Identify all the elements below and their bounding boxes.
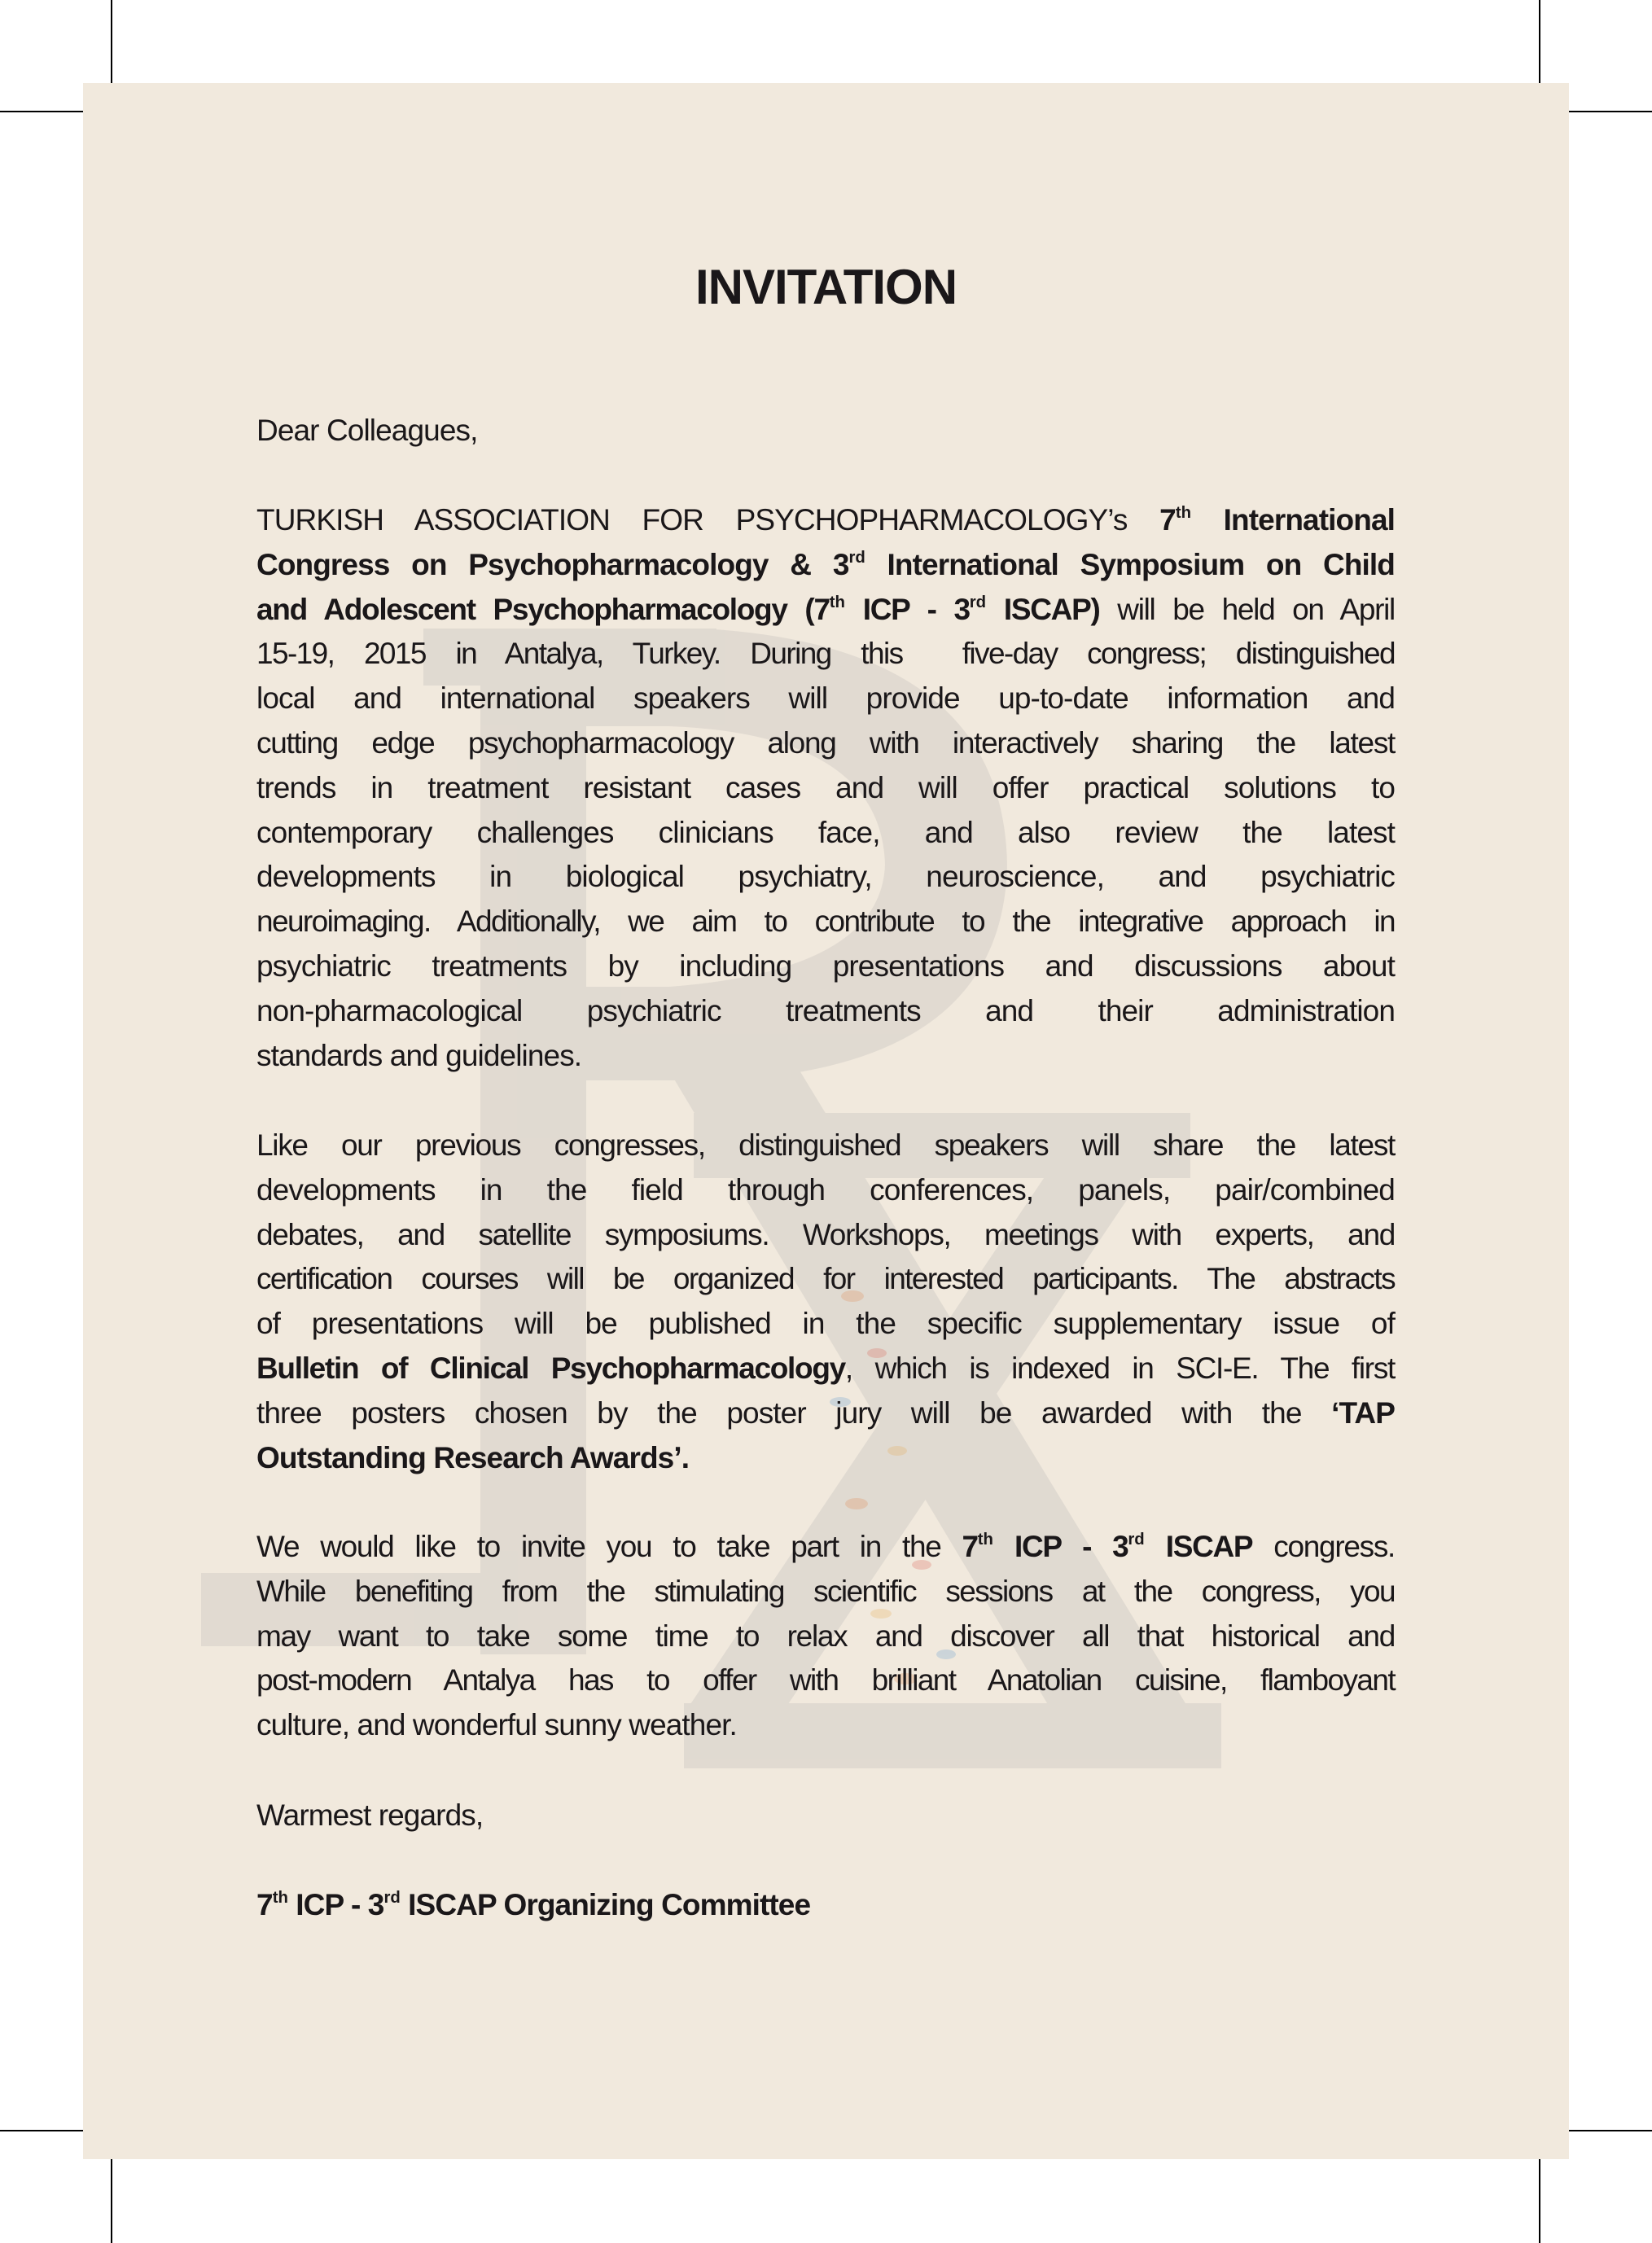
crop-mark-top-right-horizontal [1560, 111, 1652, 112]
paragraph-2-line: of presentations will be published in the specific supplementary issue of [256, 1307, 1395, 1341]
ordinal-suffix: th [1175, 503, 1192, 522]
ordinal-number: 7 [962, 1530, 978, 1563]
paragraph-3-line: post-modern Antalya has to offer with brilliant Anatolian cuisine, flamboyant [256, 1663, 1395, 1698]
text-run: We would like to invite you to take part in the [256, 1530, 962, 1563]
paragraph-1-line: psychiatric treatments by including presentations and discussions about [256, 948, 1395, 983]
text-run: International Symposium on Child [865, 547, 1395, 581]
paragraph-2-line [256, 1347, 1395, 1391]
salutation-text: Dear Colleagues, [256, 414, 478, 447]
paragraph-1-line: local and international speakers will provide up-to-date information and [256, 681, 1395, 716]
crop-mark-top-left-vertical [111, 0, 112, 91]
paragraph-2-line [256, 1436, 1395, 1481]
ordinal-suffix: rd [383, 1888, 401, 1907]
text-run: ISCAP) [986, 592, 1100, 626]
bold-text-run [1159, 503, 1395, 537]
crop-mark-bottom-left-horizontal [0, 2130, 91, 2131]
text-run: ISCAP [1144, 1530, 1253, 1563]
paragraph-1-line: neuroimaging. Additionally, we aim to contribute to the integrative approach in [256, 905, 1395, 939]
text-run: ICP - 3 [993, 1530, 1128, 1563]
text-run: will be held on April [1099, 592, 1395, 626]
paragraph-3-line: culture, and wonderful sunny weather. [256, 1708, 737, 1742]
crop-mark-top-right-vertical [1539, 0, 1540, 91]
text-run: congress. [1252, 1530, 1395, 1563]
invitation-page [83, 83, 1569, 2159]
ordinal-suffix: rd [848, 548, 865, 567]
salutation [256, 409, 1395, 453]
paragraph-2-line [256, 1391, 1395, 1436]
crop-mark-bottom-right-vertical [1539, 2152, 1540, 2243]
paragraph-2-line: certification courses will be organized for interested participants. The abstracts [256, 1262, 1395, 1296]
closing [256, 1794, 1395, 1838]
ordinal-number: 7 [256, 1888, 273, 1921]
paragraph-1-line: non-pharmacological psychiatric treatments and their administration [256, 993, 1395, 1027]
ordinal-number: 7 [1159, 503, 1176, 537]
ordinal-suffix: th [977, 1530, 993, 1549]
paragraph-2-line: developments in the field through conferences, panels, pair/combined [256, 1172, 1395, 1207]
award-name: ‘TAP [1331, 1395, 1395, 1430]
bold-text-run [256, 593, 1099, 626]
text-run: ICP - 3 [844, 592, 970, 626]
text-run: International [1191, 503, 1395, 537]
signature-text [256, 1883, 1395, 1928]
crop-mark-bottom-right-horizontal [1560, 2130, 1652, 2131]
crop-mark-bottom-left-vertical [111, 2152, 112, 2243]
paragraph-1-line: developments in biological psychiatry, neuroscience, and psychiatric [256, 860, 1395, 894]
closing-text: Warmest regards, [256, 1798, 484, 1832]
paragraph-1-line: standards and guidelines. [256, 1038, 582, 1072]
paragraph-1-line: 15-19, 2015 in Antalya, Turkey. During this five-day congress; distinguished [256, 637, 1395, 671]
paragraph-1-line: contemporary challenges clinicians face, and also review the latest [256, 815, 1395, 849]
paragraph-2 [256, 1124, 1395, 1480]
text-run: and Adolescent Psychopharmacology (7 [256, 592, 830, 626]
ordinal-suffix: rd [969, 593, 987, 611]
bold-text-run [256, 548, 1395, 581]
journal-title: Bulletin of Clinical Psychopharmacology [256, 1351, 845, 1385]
ordinal-suffix: rd [1128, 1530, 1145, 1549]
paragraph-3-line: While benefiting from the stimulating scientific sessions at the congress, you [256, 1574, 1395, 1608]
paragraph-3 [256, 1525, 1395, 1748]
text-run: TURKISH ASSOCIATION FOR PSYCHOPHARMACOLOGY’s [256, 503, 1160, 537]
signature [256, 1883, 1395, 1928]
ordinal-suffix: th [829, 593, 845, 611]
paragraph-2-line: Like our previous congresses, distinguished speakers will share the latest [256, 1128, 1395, 1162]
page-title: INVITATION [695, 260, 957, 314]
text-run: ISCAP Organizing Committee [400, 1888, 811, 1921]
paragraph-3-line: may want to take some time to relax and discover all that historical and [256, 1619, 1395, 1653]
paragraph-1-line: trends in treatment resistant cases and will offer practical solutions to [256, 770, 1395, 804]
paragraph-1 [256, 498, 1395, 1078]
text-run: , which is indexed in SCI-E. The first [844, 1351, 1395, 1385]
paragraph-1-line: cutting edge psychopharmacology along with interactively sharing the latest [256, 725, 1395, 760]
award-name: Outstanding Research Awards’. [256, 1440, 690, 1474]
watermark-pill [845, 1498, 868, 1509]
paragraph-1-line [256, 543, 1395, 588]
paragraph-1-line [256, 588, 1395, 633]
paragraph-2-line: debates, and satellite symposiums. Workshops, meetings with experts, and [256, 1217, 1395, 1251]
bold-text-run [962, 1530, 1253, 1563]
crop-mark-top-left-horizontal [0, 111, 91, 112]
paragraph-3-line [256, 1525, 1395, 1570]
paragraph-1-line [256, 498, 1395, 543]
text-run: Congress on Psychopharmacology & 3 [256, 547, 849, 581]
ordinal-suffix: th [272, 1888, 288, 1907]
rx-watermark-icon [83, 83, 1569, 2159]
text-run: ICP - 3 [287, 1888, 384, 1921]
text-run: three posters chosen by the poster jury will be awarded with the [256, 1395, 1332, 1430]
